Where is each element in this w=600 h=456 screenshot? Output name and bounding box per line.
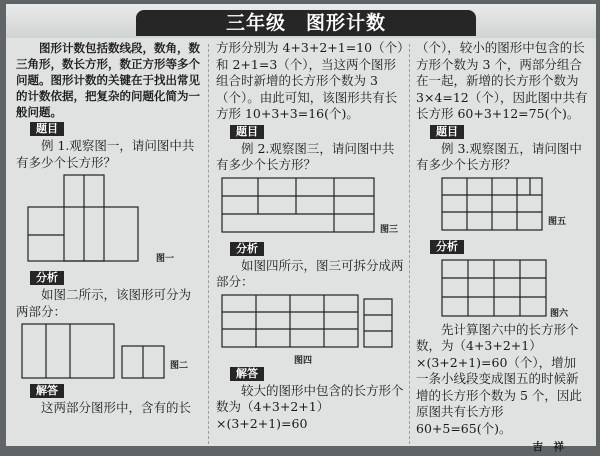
example-2-text: 例 2.观察图三，请问图中共有多少个长方形？ <box>216 140 395 172</box>
analysis-2-text: 如图四所示，图三可拆分成两部分： <box>216 257 404 289</box>
question-tag: 题目 <box>230 125 264 139</box>
author-name: 吉 祥 <box>532 441 564 453</box>
example-1-text: 例 1.观察图一，请问图中共有多少个长方形？ <box>16 138 195 170</box>
figure-5-label: 图五 <box>548 216 567 227</box>
answer-1-text: 这两部分图形中，含有的长 <box>41 400 192 415</box>
newspaper-page <box>6 4 596 453</box>
figure-1-label: 图一 <box>156 254 175 264</box>
column-3 <box>416 40 588 456</box>
header-strip <box>6 4 596 38</box>
answer-2-text: 较大的图形中包含的长方形个数为（4+3+2+1）×(3+2+1)=60 <box>216 382 404 431</box>
analysis-tag: 分析 <box>30 271 64 285</box>
figure-6 <box>416 256 588 322</box>
figure-1 <box>16 171 202 269</box>
analysis-1-text: 如图二所示，该图形可分为两部分： <box>16 287 192 319</box>
question-tag: 题目 <box>30 122 64 136</box>
answer-1-continued: 方形分别为 4+3+2+1=10（个）和 2+1=3（个），当这两个图形组合时新增的长方形个数为 3（个）。由此可知，该图形共有长方形 10+3+3=16(个)。 <box>216 40 404 121</box>
intro-text: 图形计数包括数线段，数角，数三角形，数长方形，数正方形等多个问题。图形计数的关键在于找出常见的计数依据，把复杂的问题化简为一般问题。 <box>16 41 200 119</box>
question-tag: 题目 <box>430 125 464 139</box>
column-divider <box>208 44 209 444</box>
figure-2-label: 图二 <box>170 361 189 371</box>
answer-tag: 解答 <box>230 367 264 381</box>
answer-tag: 解答 <box>30 384 64 398</box>
analysis-tag: 分析 <box>230 242 264 256</box>
column-divider <box>409 44 410 444</box>
figure-4 <box>216 291 404 365</box>
figure-2 <box>16 320 202 382</box>
analysis-3-text: 先计算图六中的长方形个数，为（4+3+2+1）×(3+2+1)=60（个），增加一条小线段变成图五的时候新增的长方形个数为 5 个，因此原图共有长方形 60+5=65(个)。 <box>416 321 582 436</box>
example-3-text: 例 3.观察图五，请问图中有多少个长方形？ <box>416 140 582 172</box>
column-1 <box>16 40 202 417</box>
answer-2-continued: （个），较小的图形中包含的长方形个数为 3 个，两部分组合在一起，新增的长方形个数为 3×4=12（个），因此图中共有长方形 60+3+12=75(个)。 <box>416 40 588 121</box>
column-2 <box>216 40 404 432</box>
figure-6-label: 图六 <box>550 308 569 319</box>
page-title: 三年级 图形计数 <box>136 10 476 36</box>
figure-4-label: 图四 <box>294 355 313 366</box>
figure-3-label: 图三 <box>380 224 399 235</box>
analysis-tag: 分析 <box>430 240 464 254</box>
figure-3 <box>216 174 404 240</box>
figure-5 <box>416 174 588 238</box>
